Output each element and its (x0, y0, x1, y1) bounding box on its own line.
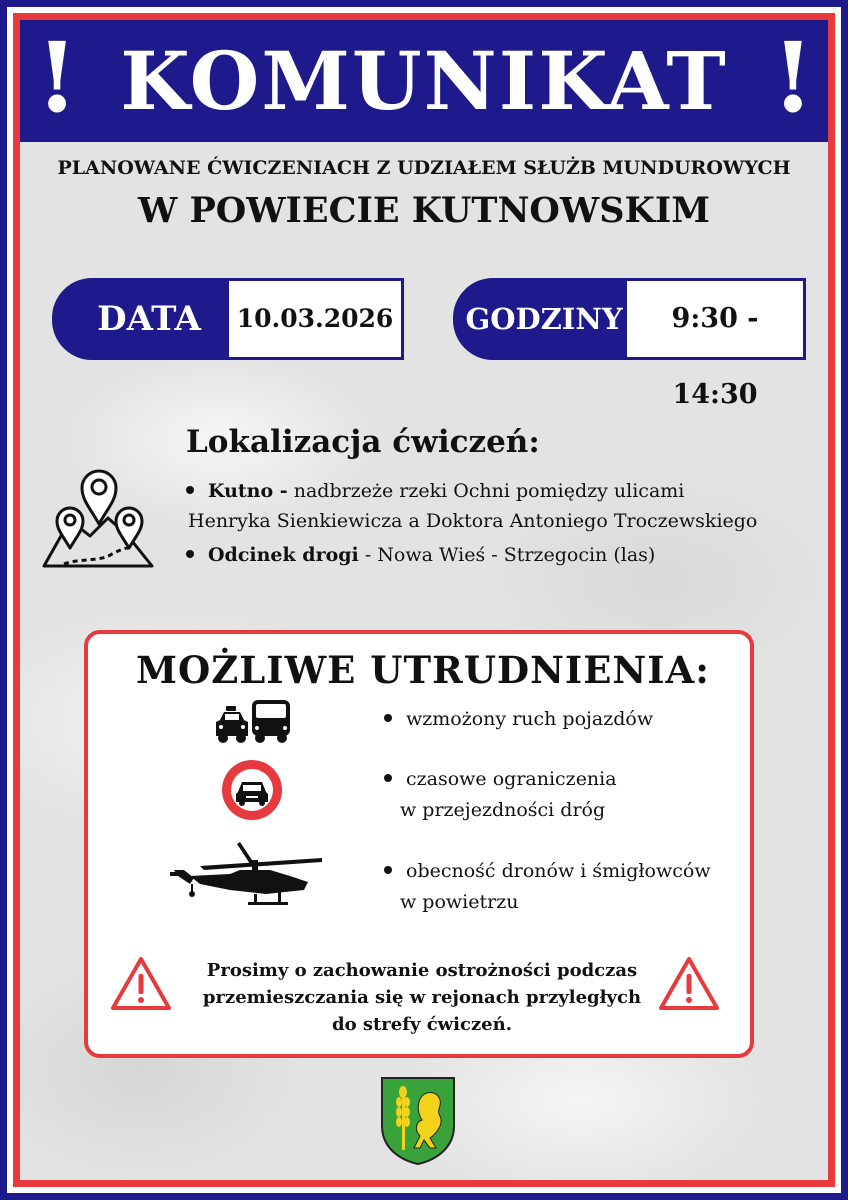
date-badge (52, 278, 404, 360)
difficulty-text-line2: w powietrzu (400, 891, 519, 913)
location-item-road (186, 540, 786, 570)
location-kutno-bold: Kutno - (208, 480, 288, 502)
hours-value: 9:30 - 14:30 (627, 281, 803, 357)
difficulty-text: wzmożony ruch pojazdów (406, 708, 654, 730)
location-title: Lokalizacja ćwiczeń: (186, 424, 540, 460)
location-item-kutno-line2: Henryka Sienkiewicza a Doktora Antoniego Troczewskiego (188, 510, 758, 532)
page-title: KOMUNIKAT (120, 34, 728, 128)
exclamation-left: ! (36, 21, 79, 134)
difficulty-item (384, 764, 617, 826)
date-label: DATA (97, 299, 201, 339)
map-pins-icon (40, 460, 158, 572)
header-banner (20, 20, 828, 142)
hours-badge (453, 278, 806, 410)
no-cars-sign-icon (220, 758, 284, 822)
vehicles-icon (216, 698, 294, 744)
difficulty-item (384, 856, 711, 918)
bullet (186, 486, 194, 494)
difficulty-text: obecność dronów i śmigłowców (406, 860, 711, 882)
bullet (384, 774, 392, 782)
location-item-kutno (186, 476, 786, 506)
subtitle: PLANOWANE ĆWICZENIACH Z UDZIAŁEM SŁUŻB MUNDUROWYCH (57, 157, 791, 179)
helicopter-icon (170, 836, 326, 912)
location-road-bold: Odcinek drogi (208, 544, 359, 566)
bullet (384, 866, 392, 874)
date-value: 10.03.2026 (229, 281, 401, 357)
warning-message (196, 957, 648, 1038)
bullet (186, 550, 194, 558)
warning-right-icon (658, 956, 720, 1012)
warning-line3: do strefy ćwiczeń. (332, 1014, 512, 1035)
warning-left-icon (110, 956, 172, 1012)
difficulties-box (84, 630, 754, 1058)
difficulty-item (384, 704, 653, 735)
subtitle-region: W POWIECIE KUTNOWSKIM (137, 190, 711, 231)
location-road-text: - Nowa Wieś - Strzegocin (las) (358, 544, 656, 566)
exclamation-right: ! (771, 21, 814, 134)
warning-line1: Prosimy o zachowanie ostrożności podczas (206, 960, 638, 981)
warning-line2: przemieszczania się w rejonach przyległych (202, 987, 642, 1008)
bullet (384, 714, 392, 722)
difficulty-text-line2: w przejezdności dróg (400, 799, 606, 821)
hours-label: GODZINY (465, 302, 623, 336)
difficulty-text: czasowe ograniczenia (406, 768, 617, 790)
county-crest-icon (380, 1076, 456, 1166)
location-kutno-text: nadbrzeże rzeki Ochni pomiędzy ulicami (287, 480, 685, 502)
difficulties-title: MOŻLIWE UTRUDNIENIA: (136, 648, 710, 692)
